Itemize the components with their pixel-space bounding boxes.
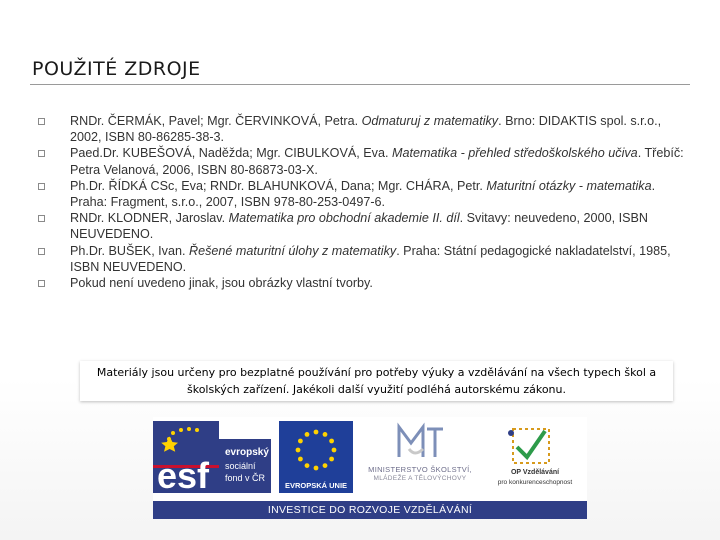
- esf-caption-2: sociální: [225, 461, 256, 471]
- reference-list: [38, 113, 688, 291]
- square-bullet-icon: [38, 248, 45, 255]
- esf-caption-1: evropský: [225, 447, 269, 458]
- reference-authors: RNDr. ČERMÁK, Pavel; Mgr. ČERVINKOVÁ, Petra.: [70, 114, 362, 128]
- page-title: POUŽITÉ ZDROJE: [32, 58, 201, 80]
- reference-title: Řešené maturitní úlohy z matematiky: [189, 243, 397, 258]
- op-logo: [483, 421, 587, 493]
- investment-banner: INVESTICE DO ROZVOJE VZDĚLÁVÁNÍ: [153, 501, 587, 519]
- msmt-logo: [365, 419, 475, 493]
- square-bullet-icon: [38, 118, 45, 125]
- list-item: [38, 178, 688, 210]
- copyright-notice: [80, 361, 673, 401]
- notice-line: školských zařízení. Jakékoli další využití podléhá autorskému zákonu.: [186, 383, 566, 396]
- esf-logo: [153, 421, 271, 496]
- reference-publisher: . Praha: Státní pedagogické nakladatelství, 1985, ISBN NEUVEDENO.: [70, 243, 671, 274]
- msmt-caption-1: MINISTERSTVO ŠKOLSTVÍ,: [368, 465, 472, 474]
- op-emblem-icon: [483, 421, 587, 469]
- msmt-emblem-icon: [365, 419, 475, 465]
- reference-authors: Ph.Dr. ŘÍDKÁ CSc, Eva; RNDr. BLAHUNKOVÁ, Dana; Mgr. CHÁRA, Petr.: [70, 178, 487, 193]
- eu-logo: [279, 421, 353, 493]
- op-caption-1: OP Vzdělávání: [510, 469, 560, 476]
- square-bullet-icon: [38, 150, 45, 157]
- esf-wordmark: esf: [157, 455, 210, 496]
- reference-title: Odmaturuj z matematiky: [361, 114, 499, 128]
- reference-title: Matematika - přehled středoškolského učiva: [391, 146, 638, 161]
- reference-title: Maturitní otázky - matematika: [486, 178, 652, 193]
- reference-title: Matematika pro obchodní akademie II. díl: [228, 211, 460, 226]
- notice-line: Materiály jsou určeny pro bezplatné používání pro potřeby výuky a vzdělávání na všech typech škol a: [96, 366, 657, 379]
- list-item: [38, 275, 688, 291]
- reference-authors: Paed.Dr. KUBEŠOVÁ, Naděžda; Mgr. CIBULKOVÁ, Eva.: [70, 146, 392, 161]
- funding-logo-strip: [153, 417, 587, 519]
- list-item: [38, 113, 688, 145]
- list-item: [38, 243, 688, 275]
- list-item: [38, 145, 688, 177]
- reference-publisher: . Brno: DIDAKTIS spol. s.r.o., 2002, ISBN 80-86285-38-3.: [70, 114, 662, 145]
- reference-publisher: . Svitavy: neuvedeno, 2000, ISBN NEUVEDENO.: [70, 211, 648, 242]
- reference-authors: Ph.Dr. BUŠEK, Ivan.: [70, 243, 189, 258]
- msmt-caption-2: MLÁDEŽE A TĚLOVÝCHOVY: [373, 475, 467, 482]
- op-caption-2: pro konkurenceschopnost: [497, 479, 573, 486]
- reference-publisher: . Třebíč: Petra Velanová, 2006, ISBN 80-86873-03-X.: [70, 146, 684, 177]
- list-item: [38, 210, 688, 242]
- eu-flag-icon: [279, 421, 353, 479]
- title-divider: [30, 84, 690, 85]
- reference-authors: RNDr. KLODNER, Jaroslav.: [70, 211, 229, 226]
- square-bullet-icon: [38, 280, 45, 287]
- reference-note: Pokud není uvedeno jinak, jsou obrázky vlastní tvorby.: [70, 276, 373, 291]
- esf-caption-3: fond v ČR: [225, 473, 266, 483]
- reference-publisher: . Praha: Fragment, s.r.o., 2007, ISBN 978-80-253-0497-6.: [70, 178, 656, 210]
- eu-caption: EVROPSKÁ UNIE: [279, 479, 353, 493]
- square-bullet-icon: [38, 215, 45, 222]
- square-bullet-icon: [38, 183, 45, 190]
